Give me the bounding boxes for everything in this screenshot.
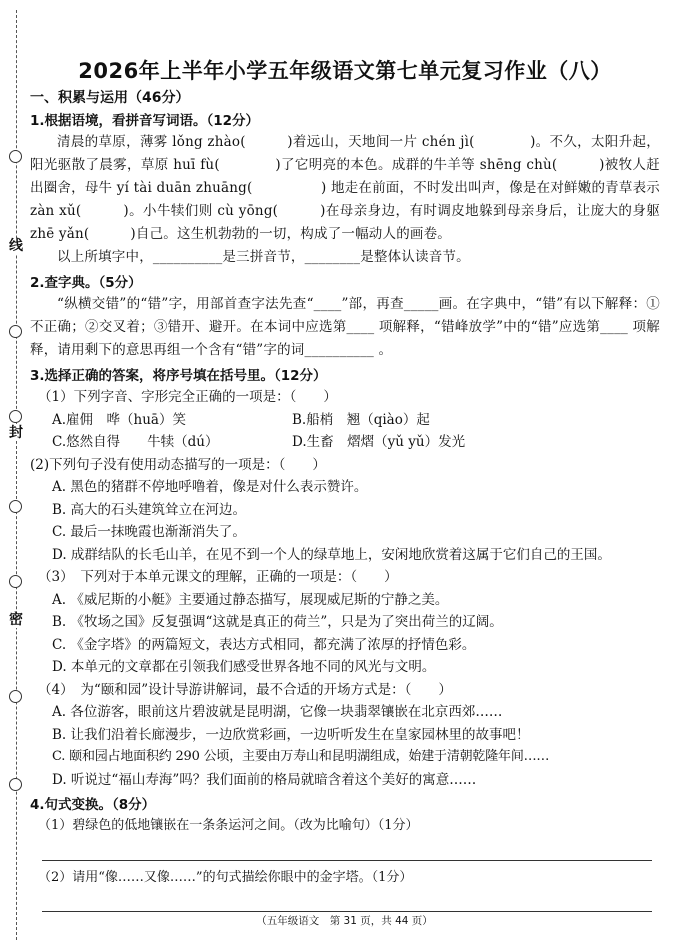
binding-mark: 封 [9,425,23,441]
section-heading: 一、积累与运用（46分） [30,90,190,106]
question-3-1-options-row [30,431,660,454]
option-c: C. 颐和园占地面积约 290 公顷，主要由万寿山和昆明湖组成，始建于清朝乾隆年间…… [52,749,550,764]
option-d: D. 本单元的文章都在引领我们感受世界各地不同的风光与文明。 [52,659,436,675]
page-title: 2026年上半年小学五年级语文第七单元复习作业（八） [78,59,612,83]
binding-hole [9,410,22,423]
question-4-2: （2）请用“像……又像……”的句式描绘你眼中的金字塔。（1分） [38,869,413,885]
question-3-4-stem: （4） 为“颐和园”设计导游讲解词，最不合适的开场方式是：（ ） [38,681,452,698]
worksheet-page [30,55,660,918]
question-3-1-stem: （1）下列字音、字形完全正确的一项是：（ ） [38,389,337,405]
option-b: B. 高大的石头建筑耸立在河边。 [52,501,247,518]
option-c: C. 《金字塔》的两篇短文，表达方式相同，都充满了浓厚的抒情色彩。 [52,636,476,653]
question-2-heading: 2.查字典。（5分） [30,275,142,291]
option-a: A.雇佣 哗（huā）笑 [52,411,186,428]
option-d: D. 成群结队的长毛山羊，在见不到一个人的绿草地上，安闲地欣赏着这属于它们自己的王国。 [52,546,611,563]
option-a: A. 各位游客，眼前这片碧波就是昆明湖，它像一块翡翠镶嵌在北京西郊…… [52,704,503,720]
option-c: C. 最后一抹晚霞也渐渐消失了。 [52,524,246,540]
option-d: D.生畜 熠熠（yǔ yǔ）发光 [292,434,466,450]
binding-hole [9,575,22,588]
answer-line[interactable] [42,838,652,861]
option-b: B. 让我们沿着长廊漫步，一边欣赏彩画，一边听听发生在皇家园林里的故事吧！ [52,726,530,743]
question-3-2-stem: (2)下列句子没有使用动态描写的一项是：（ ） [30,456,326,473]
option-b: B. 《牧场之国》反复强调“这就是真正的荷兰”，只是为了突出荷兰的辽阔。 [52,614,503,630]
binding-hole [9,325,22,338]
binding-hole [9,690,22,703]
option-d: D. 听说过“福山寿海”吗？我们面前的格局就暗含着这个美好的寓意…… [52,771,477,788]
question-2-text: “纵横交错”的“错”字，用部首查字法先查“____”部，再查_____画。在字典中，“错”有以下解释：①不正确；②交叉着；③错开、避开。在本词中应选第____ 项解释，“错峰放学”中的“错”应选第____ 项解释，请用剩下的意思再组一个含有“错”字的词__________ 。 [30,296,660,358]
answer-line[interactable] [42,889,652,912]
question-1-fill: 以上所填字中，__________是三拼音节，________是整体认读音节。 [57,249,470,265]
question-3-1-options-row [30,409,660,432]
binding-hole [9,500,22,513]
option-c: C.悠然自得 牛犊（dú） [52,434,219,450]
question-1-heading: 1.根据语境，看拼音写词语。（12分） [30,113,260,129]
binding-mark: 密 [9,612,23,628]
binding-hole [9,150,22,163]
question-4-heading: 4.句式变换。（8分） [30,797,156,813]
option-a: A. 黑色的猪群不停地呼噜着，像是对什么表示赞许。 [52,479,368,495]
option-a: A. 《威尼斯的小艇》主要通过静态描写，展现威尼斯的宁静之美。 [52,591,449,608]
question-3-3-stem: （3） 下列对于本单元课文的理解，正确的一项是：（ ） [38,569,398,585]
page-footer: （五年级语文 第 31 页，共 44 页） [256,915,433,927]
option-b: B.船梢 翘（qiào）起 [292,411,430,428]
question-3-heading: 3.选择正确的答案，将序号填在括号里。（12分） [30,368,327,384]
question-1-passage: 清晨的草原，薄雾 lǒng zhào( )着远山，天地间一片 chén jì( )。不久，太阳升起，阳光驱散了晨雾，草原 huī fù( )了它明亮的本色。成群的牛羊等 shēng chù( )被牧人赶出圈舍，母牛 yí tài duān zhuāng( ) 地走在前面，不时发出叫声，像是在对鲜嫩的青草表示 zàn xǔ( )。小牛犊们则 cù yōng( )在母亲身边，有时调皮地躲到母亲身后，让庞大的身躯 zhē yǎn( )自己。这生机勃勃的一切，构成了一幅动人的画卷。 [30,134,660,242]
question-4-1: （1）碧绿色的低地镶嵌在一条条运河之间。（改为比喻句）（1分） [38,818,419,833]
binding-hole [9,778,22,791]
binding-mark: 线 [9,238,23,254]
